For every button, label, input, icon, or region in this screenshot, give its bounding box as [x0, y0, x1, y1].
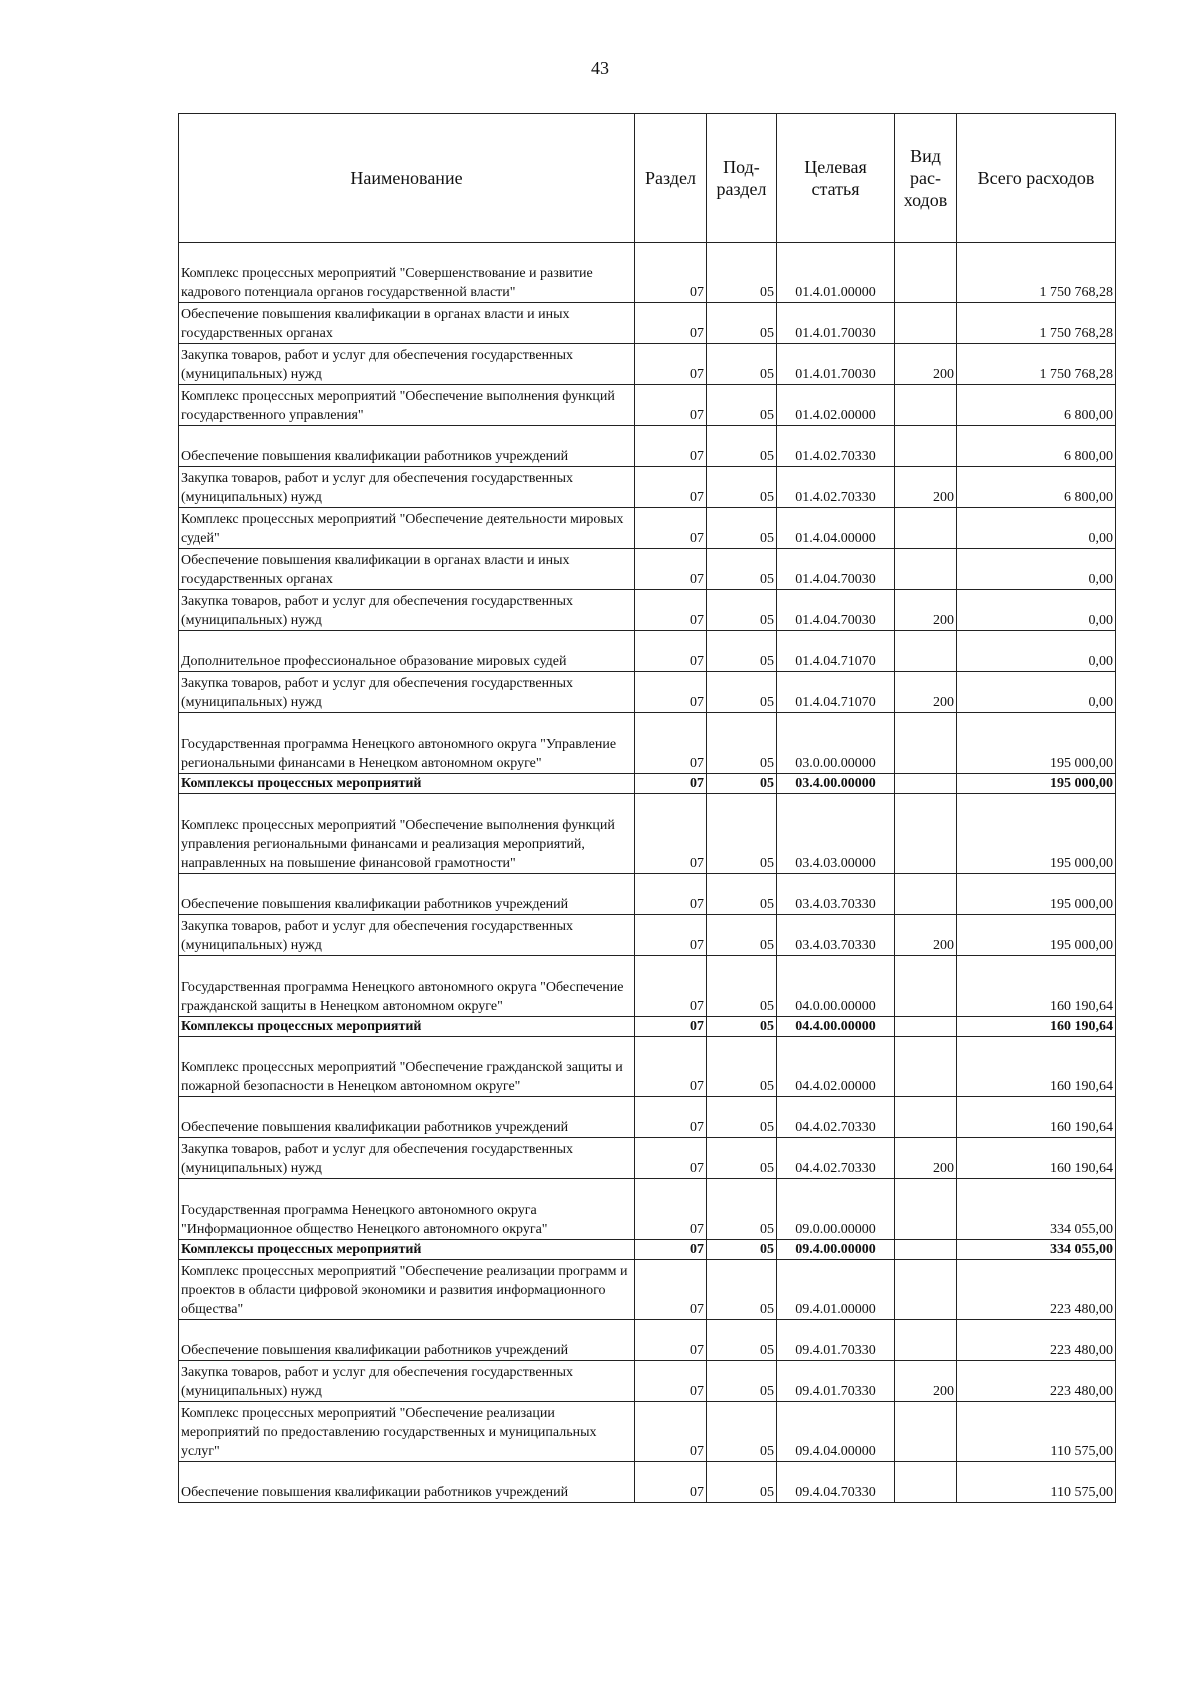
cell-total: 110 575,00 [957, 1402, 1116, 1462]
cell-total: 0,00 [957, 508, 1116, 549]
cell-target: 04.4.02.70330 [777, 1138, 895, 1179]
cell-total: 1 750 768,28 [957, 243, 1116, 303]
header-kind: Вид рас-ходов [895, 114, 957, 243]
cell-target: 01.4.01.70030 [777, 303, 895, 344]
table-row [179, 426, 1116, 467]
cell-target: 01.4.04.70030 [777, 549, 895, 590]
cell-subsection: 05 [707, 1017, 777, 1037]
cell-kind: 200 [895, 915, 957, 956]
cell-kind: 200 [895, 590, 957, 631]
cell-total: 195 000,00 [957, 915, 1116, 956]
table-row [179, 467, 1116, 508]
cell-subsection: 05 [707, 303, 777, 344]
cell-section: 07 [635, 1097, 707, 1138]
page-number: 43 [591, 58, 609, 78]
cell-name: Обеспечение повышения квалификации в органах власти и иных государственных органах [179, 303, 635, 344]
cell-name: Комплексы процессных мероприятий [179, 1240, 635, 1260]
cell-section: 07 [635, 1179, 707, 1240]
cell-total: 195 000,00 [957, 874, 1116, 915]
cell-subsection: 05 [707, 1260, 777, 1320]
table-row [179, 508, 1116, 549]
table-row [179, 672, 1116, 713]
cell-total: 0,00 [957, 631, 1116, 672]
cell-name: Государственная программа Ненецкого автономного округа "Управление региональными финансами в Ненецком автономном округе" [179, 713, 635, 774]
cell-subsection: 05 [707, 549, 777, 590]
cell-total: 6 800,00 [957, 385, 1116, 426]
cell-name: Закупка товаров, работ и услуг для обеспечения государственных (муниципальных) нужд [179, 915, 635, 956]
cell-total: 0,00 [957, 672, 1116, 713]
cell-section: 07 [635, 426, 707, 467]
table-row [179, 631, 1116, 672]
cell-name: Закупка товаров, работ и услуг для обеспечения государственных (муниципальных) нужд [179, 590, 635, 631]
header-total: Всего расходов [957, 114, 1116, 243]
table-row [179, 303, 1116, 344]
table-row [179, 243, 1116, 303]
cell-section: 07 [635, 344, 707, 385]
cell-name: Обеспечение повышения квалификации работников учреждений [179, 426, 635, 467]
header-target: Целевая статья [777, 114, 895, 243]
cell-target: 03.4.03.70330 [777, 874, 895, 915]
cell-section: 07 [635, 385, 707, 426]
cell-target: 01.4.04.70030 [777, 590, 895, 631]
cell-total: 195 000,00 [957, 794, 1116, 874]
cell-total: 1 750 768,28 [957, 303, 1116, 344]
cell-section: 07 [635, 915, 707, 956]
cell-kind [895, 774, 957, 794]
cell-name: Закупка товаров, работ и услуг для обеспечения государственных (муниципальных) нужд [179, 344, 635, 385]
cell-target: 01.4.02.70330 [777, 467, 895, 508]
cell-kind [895, 713, 957, 774]
cell-section: 07 [635, 631, 707, 672]
cell-target: 09.4.00.00000 [777, 1240, 895, 1260]
table-row [179, 1179, 1116, 1240]
cell-total: 6 800,00 [957, 467, 1116, 508]
cell-kind: 200 [895, 344, 957, 385]
cell-name: Закупка товаров, работ и услуг для обеспечения государственных (муниципальных) нужд [179, 672, 635, 713]
cell-subsection: 05 [707, 1402, 777, 1462]
cell-kind: 200 [895, 1138, 957, 1179]
cell-target: 01.4.04.71070 [777, 631, 895, 672]
table-row [179, 1097, 1116, 1138]
cell-name: Обеспечение повышения квалификации работников учреждений [179, 874, 635, 915]
cell-total: 195 000,00 [957, 774, 1116, 794]
cell-target: 01.4.04.71070 [777, 672, 895, 713]
cell-name: Обеспечение повышения квалификации работников учреждений [179, 1097, 635, 1138]
cell-target: 04.4.02.00000 [777, 1037, 895, 1097]
table-row [179, 1361, 1116, 1402]
cell-target: 04.4.02.70330 [777, 1097, 895, 1138]
cell-section: 07 [635, 303, 707, 344]
cell-name: Закупка товаров, работ и услуг для обеспечения государственных (муниципальных) нужд [179, 1138, 635, 1179]
cell-kind [895, 426, 957, 467]
cell-target: 03.4.00.00000 [777, 774, 895, 794]
cell-section: 07 [635, 590, 707, 631]
cell-section: 07 [635, 1320, 707, 1361]
cell-section: 07 [635, 794, 707, 874]
cell-kind [895, 874, 957, 915]
table-row [179, 1402, 1116, 1462]
cell-kind [895, 1037, 957, 1097]
cell-name: Комплекс процессных мероприятий "Обеспечение деятельности мировых судей" [179, 508, 635, 549]
cell-total: 160 190,64 [957, 956, 1116, 1017]
budget-table [178, 113, 1116, 1503]
header-section: Раздел [635, 114, 707, 243]
table-row [179, 713, 1116, 774]
cell-section: 07 [635, 1017, 707, 1037]
cell-name: Комплекс процессных мероприятий "Обеспечение гражданской защиты и пожарной безопасности в Ненецком автономном округе" [179, 1037, 635, 1097]
cell-section: 07 [635, 874, 707, 915]
cell-subsection: 05 [707, 467, 777, 508]
cell-name: Комплекс процессных мероприятий "Обеспечение реализации программ и проектов в области цифровой экономики и развития информационного общества" [179, 1260, 635, 1320]
cell-subsection: 05 [707, 385, 777, 426]
cell-target: 03.0.00.00000 [777, 713, 895, 774]
table-row [179, 1320, 1116, 1361]
cell-subsection: 05 [707, 508, 777, 549]
cell-section: 07 [635, 1462, 707, 1503]
cell-section: 07 [635, 467, 707, 508]
cell-name: Дополнительное профессиональное образование мировых судей [179, 631, 635, 672]
cell-subsection: 05 [707, 426, 777, 467]
cell-subsection: 05 [707, 672, 777, 713]
cell-name: Обеспечение повышения квалификации работников учреждений [179, 1320, 635, 1361]
cell-target: 04.4.00.00000 [777, 1017, 895, 1037]
cell-kind: 200 [895, 1361, 957, 1402]
table-row [179, 1138, 1116, 1179]
cell-kind [895, 1260, 957, 1320]
header-name: Наименование [179, 114, 635, 243]
cell-kind [895, 1179, 957, 1240]
table-row [179, 549, 1116, 590]
cell-target: 01.4.02.70330 [777, 426, 895, 467]
cell-total: 6 800,00 [957, 426, 1116, 467]
cell-kind [895, 385, 957, 426]
cell-kind [895, 1240, 957, 1260]
cell-kind [895, 303, 957, 344]
cell-section: 07 [635, 508, 707, 549]
cell-target: 09.0.00.00000 [777, 1179, 895, 1240]
cell-total: 195 000,00 [957, 713, 1116, 774]
cell-section: 07 [635, 243, 707, 303]
cell-subsection: 05 [707, 1138, 777, 1179]
cell-target: 04.0.00.00000 [777, 956, 895, 1017]
cell-name: Обеспечение повышения квалификации работников учреждений [179, 1462, 635, 1503]
table-row [179, 915, 1116, 956]
cell-target: 01.4.02.00000 [777, 385, 895, 426]
cell-target: 09.4.04.00000 [777, 1402, 895, 1462]
cell-name: Закупка товаров, работ и услуг для обеспечения государственных (муниципальных) нужд [179, 1361, 635, 1402]
cell-total: 1 750 768,28 [957, 344, 1116, 385]
table-row [179, 1037, 1116, 1097]
cell-section: 07 [635, 713, 707, 774]
cell-name: Комплексы процессных мероприятий [179, 774, 635, 794]
table-row [179, 385, 1116, 426]
cell-total: 334 055,00 [957, 1240, 1116, 1260]
table-row [179, 1017, 1116, 1037]
cell-section: 07 [635, 549, 707, 590]
cell-total: 110 575,00 [957, 1462, 1116, 1503]
table-row [179, 956, 1116, 1017]
cell-name: Закупка товаров, работ и услуг для обеспечения государственных (муниципальных) нужд [179, 467, 635, 508]
cell-total: 0,00 [957, 549, 1116, 590]
cell-subsection: 05 [707, 1179, 777, 1240]
cell-target: 03.4.03.00000 [777, 794, 895, 874]
cell-total: 0,00 [957, 590, 1116, 631]
cell-target: 01.4.04.00000 [777, 508, 895, 549]
cell-kind [895, 508, 957, 549]
cell-section: 07 [635, 1361, 707, 1402]
cell-total: 223 480,00 [957, 1260, 1116, 1320]
cell-subsection: 05 [707, 243, 777, 303]
cell-subsection: 05 [707, 1361, 777, 1402]
cell-kind: 200 [895, 672, 957, 713]
table-header-row [179, 114, 1116, 243]
cell-subsection: 05 [707, 1037, 777, 1097]
cell-section: 07 [635, 774, 707, 794]
cell-subsection: 05 [707, 774, 777, 794]
table-row [179, 1260, 1116, 1320]
cell-subsection: 05 [707, 590, 777, 631]
cell-subsection: 05 [707, 794, 777, 874]
cell-kind: 200 [895, 467, 957, 508]
cell-kind [895, 549, 957, 590]
cell-target: 01.4.01.00000 [777, 243, 895, 303]
cell-subsection: 05 [707, 631, 777, 672]
cell-kind [895, 1320, 957, 1361]
cell-name: Комплекс процессных мероприятий "Обеспечение реализации мероприятий по предоставлению государственных и муниципальных услуг" [179, 1402, 635, 1462]
table-row [179, 1462, 1116, 1503]
cell-subsection: 05 [707, 915, 777, 956]
table-row [179, 344, 1116, 385]
cell-subsection: 05 [707, 874, 777, 915]
cell-section: 07 [635, 956, 707, 1017]
cell-total: 223 480,00 [957, 1320, 1116, 1361]
cell-name: Комплексы процессных мероприятий [179, 1017, 635, 1037]
cell-subsection: 05 [707, 1240, 777, 1260]
cell-subsection: 05 [707, 1320, 777, 1361]
table-body [179, 243, 1116, 1503]
cell-target: 09.4.01.70330 [777, 1361, 895, 1402]
cell-total: 334 055,00 [957, 1179, 1116, 1240]
cell-total: 160 190,64 [957, 1017, 1116, 1037]
cell-target: 03.4.03.70330 [777, 915, 895, 956]
cell-section: 07 [635, 1260, 707, 1320]
cell-section: 07 [635, 1240, 707, 1260]
cell-subsection: 05 [707, 1462, 777, 1503]
cell-target: 09.4.01.00000 [777, 1260, 895, 1320]
cell-kind [895, 631, 957, 672]
cell-subsection: 05 [707, 344, 777, 385]
cell-name: Государственная программа Ненецкого автономного округа "Обеспечение гражданской защиты в Ненецком автономном округе" [179, 956, 635, 1017]
cell-kind [895, 1402, 957, 1462]
header-subsection: Под-раздел [707, 114, 777, 243]
cell-total: 223 480,00 [957, 1361, 1116, 1402]
cell-name: Комплекс процессных мероприятий "Совершенствование и развитие кадрового потенциала органов государственной власти" [179, 243, 635, 303]
table-row [179, 590, 1116, 631]
cell-name: Комплекс процессных мероприятий "Обеспечение выполнения функций управления региональными финансами и реализация мероприятий, направленных на повышение финансовой грамотности" [179, 794, 635, 874]
cell-kind [895, 794, 957, 874]
table-row [179, 774, 1116, 794]
cell-name: Комплекс процессных мероприятий "Обеспечение выполнения функций государственного управления" [179, 385, 635, 426]
cell-total: 160 190,64 [957, 1097, 1116, 1138]
cell-subsection: 05 [707, 956, 777, 1017]
table-row [179, 874, 1116, 915]
cell-kind [895, 243, 957, 303]
cell-kind [895, 1097, 957, 1138]
cell-section: 07 [635, 1037, 707, 1097]
cell-total: 160 190,64 [957, 1138, 1116, 1179]
cell-section: 07 [635, 1138, 707, 1179]
cell-target: 01.4.01.70030 [777, 344, 895, 385]
cell-kind [895, 956, 957, 1017]
cell-subsection: 05 [707, 713, 777, 774]
cell-name: Государственная программа Ненецкого автономного округа "Информационное общество Ненецкого автономного округа" [179, 1179, 635, 1240]
cell-name: Обеспечение повышения квалификации в органах власти и иных государственных органах [179, 549, 635, 590]
cell-section: 07 [635, 1402, 707, 1462]
cell-target: 09.4.04.70330 [777, 1462, 895, 1503]
table-row [179, 1240, 1116, 1260]
cell-subsection: 05 [707, 1097, 777, 1138]
cell-kind [895, 1462, 957, 1503]
cell-section: 07 [635, 672, 707, 713]
cell-kind [895, 1017, 957, 1037]
table-row [179, 794, 1116, 874]
cell-total: 160 190,64 [957, 1037, 1116, 1097]
cell-target: 09.4.01.70330 [777, 1320, 895, 1361]
